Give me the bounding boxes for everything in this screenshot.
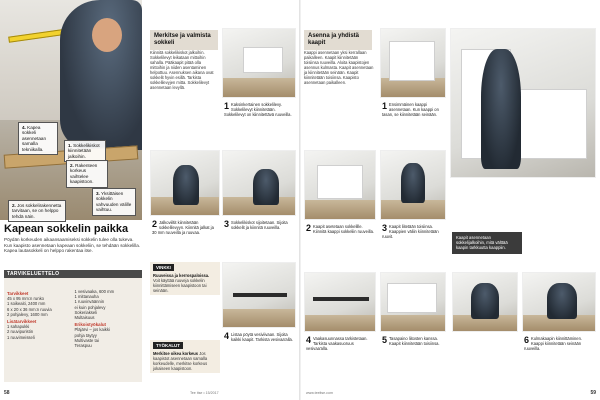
callout-2a: 2. Rakenteen korkeus vaihtelee kaapistoon. — [66, 160, 108, 188]
section-text-mid: Kiinnitä sokkelikiskot jalkoihin. Sokkelilevyt leikataan mittoihin sahalla. Pääkaapit pitää olla mittoihin ja niiden asentaminen helpottuu. Asennuksen aikana ovat sokkelit hyvin esillä. Tarkista sokkelilevyjen mitta. Sokkelilevyt asennetaan levyllä. — [150, 50, 214, 90]
photo-step-c — [222, 150, 296, 216]
step-3-mid: 3 Sokkelikiskot sijoitetaan. Sijoita sokkelit ja kiinnitä ruuveilla. — [222, 218, 296, 232]
step-2-mid: 2 Jalkoviiltit kiinnitetään sokkelilevyyn. Kiinnitä jalkat ja 30 mm ruuveilla ja ruuvaa. — [150, 218, 220, 237]
photo-right-4 — [304, 272, 376, 332]
tools-column-1: Tarvikkeet 45 x 95 mm:n runko 1 soikeaiti, 2400 mm 6 x 20 x 36 mm:n ruuvia 2 pohjalevy, 1600 mm Lisätarvikkeet 1 sahapukki 2 ruuvipuristin 1 ruuvimeisseli — [7, 291, 52, 340]
photo-step-a — [222, 28, 296, 98]
photo-right-2 — [304, 150, 376, 220]
photo-right-6 — [452, 272, 518, 332]
page-gutter — [299, 0, 301, 400]
page-number-right: 59 — [590, 390, 596, 396]
callout-4: 4. Kapea sokkeli asennetaan samalla tekniikalla. — [18, 122, 58, 155]
tools-column-2: 1 vesivaaka, 600 mm 1 mittanauha 1 ruuvinväännin ei kuin pohjalevy Sokeriakseli Multaisuus Erikoistyökalut Pläjärvi – jos kaikki pohja täytyy Multivaste tai Teraspuu — [74, 289, 115, 349]
photo-right-hero — [450, 28, 596, 178]
step-2-right: 2 Kaapit asetetaan sokkelille. Kiinnitä kaappi sokkeliin ruuveilla. — [306, 223, 375, 234]
callout-1: 1. Sokkelikiskot kiinnitetään jalkoihin. — [64, 140, 106, 162]
photo-right-5 — [380, 272, 446, 332]
tools-tip-box: TYÖKALUT Merkitse oikea korkeus Jos kaapistot asennetaan samalla korkeudelle, merkitse korkeus jokaiseen kaapistoon. — [150, 340, 220, 373]
photo-right-7 — [522, 272, 596, 332]
tip-box: VINKKI Ruuveissa ja kerrospaloissa. Voit käyttää ruuveja sokkelin kiinnittämiseen kaapistoon tai seinään. — [150, 262, 220, 295]
step-1-mid: 1 Kaksinkertainen sokkelilevy. Sokkelilevyt kiinnitetään. Sokkelilevyt on kiinnitettävä ruuveilla. — [222, 100, 296, 119]
step-3-right: 3 Kaapit liitetään toisiinsa. Kaappien väliin kiinnitetään ruuvit. — [380, 222, 446, 241]
photo-step-d — [222, 262, 296, 328]
section-text-right: Kaappi asennetaan yksi kerrallaan paikalleen. Kaapit kiinnitetään toisiinsa ruuveilla. Aloita kaapistojen asennus kulmasta. Kaapit asennetaan ja kiinnitetään seinään. Kaapit kiinnitetään toisiinsa. Kaapisto asennetaan paikalleen. — [304, 50, 374, 85]
tools-heading: TARVIKELUETTELO — [7, 271, 60, 277]
callout-3: 3. Yksittäisen sokkelin vahvuuden välille vaihtuu. — [92, 188, 136, 216]
callout-2b: 2. Jos sokkelirakennetta tarvitaan, se on helppo tehdä näin. — [8, 200, 66, 222]
section-heading-mid: Merkitse ja valmista sokkeli — [150, 30, 218, 50]
step-4-right: 4 Vaakasuunnassa tarkistetaan. Tarkista vaakasuoruus vesivaa'alla. — [304, 334, 376, 353]
photo-right-1 — [380, 28, 446, 98]
step-1-right: 1 Ensimmäinen kaappi asennetaan. Kun kaappi on tasan, se kiinnitetään seinään. — [380, 100, 446, 119]
left-intro: Pöydän korkeuden aikaansaamiseksi sokkelin tulee olla tukeva. Kun kaapisto asennetaan kapeaan sokkeliin, se tehdään sokkelilla. Kapea lautasokkeli on helppo rakentaa itse. — [4, 237, 141, 254]
step-4-mid: 4 Listaa pöytä vesiviivaan. Sijoita kaikki kaapit. Tarkista vesivaa'alla. — [222, 330, 296, 344]
left-title: Kapean sokkelin paikka — [4, 223, 129, 235]
step-5-right: 5 Tasapaino liitosten kanssa. Kaapit kiinnitetään toisiinsa. — [380, 334, 446, 348]
footer-left: Tee itse • 15/2017 — [190, 391, 219, 395]
page-number-left: 58 — [4, 390, 10, 396]
section-heading-right: Asenna ja yhdistä kaapit — [304, 30, 372, 50]
tools-box — [4, 270, 142, 382]
photo-step-b — [150, 150, 220, 216]
photo-right-3 — [380, 150, 446, 220]
right-note: Kaapit asennetaan sokkelijalkoihin, mitä välttää kaapin tarkkuutta kaappiin. — [452, 232, 522, 254]
step-6-right: 6 Kulmakaapin kiinnittäminen. Kaappi kiinnitetään seinään ruuveilla. — [522, 334, 596, 353]
footer-right: www.teeitse.com — [306, 391, 333, 395]
